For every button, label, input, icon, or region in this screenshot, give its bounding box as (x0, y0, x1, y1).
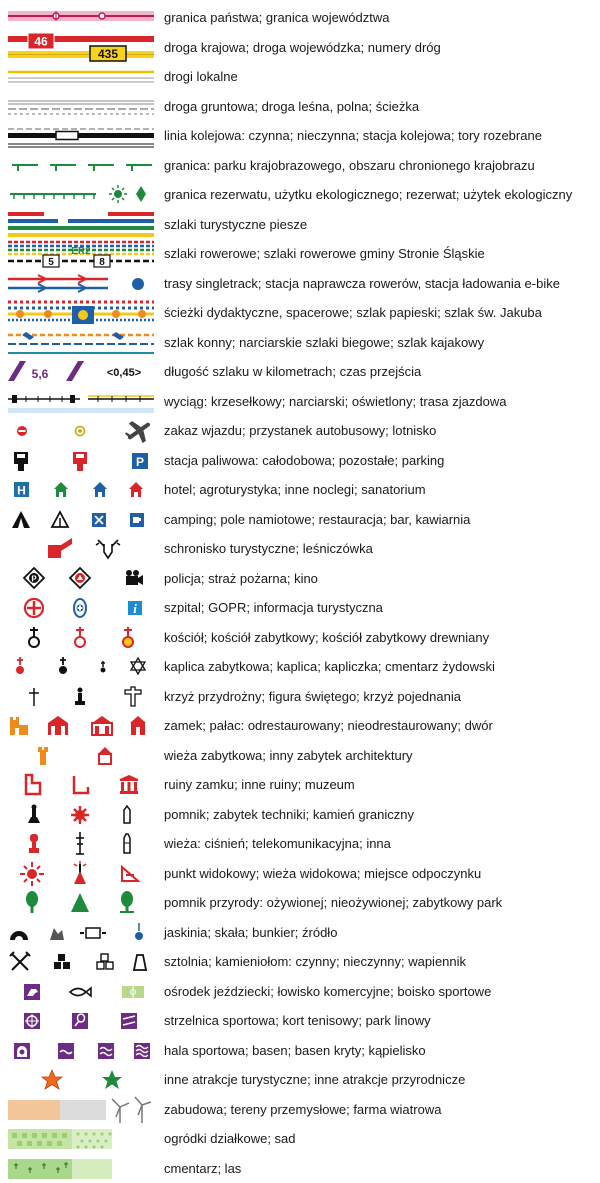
telecom-tower-icon (76, 832, 84, 854)
castle-ruins-icon (26, 775, 40, 794)
ruins-museum-icons (8, 770, 154, 800)
viewpoint-icon (20, 862, 44, 886)
fuel-station-icon (73, 452, 87, 471)
palace-unrestored-icon (92, 716, 112, 735)
technical-monument-icon (71, 806, 89, 824)
boundary-stone-icon (124, 806, 130, 823)
length-time-symbol (8, 357, 154, 387)
monument-icons (8, 800, 154, 830)
sports-field-icon (122, 986, 144, 998)
rock-monument-icon (71, 893, 89, 912)
bathing-area-icon (134, 1043, 150, 1059)
legend-row-camping-food (0, 505, 600, 535)
legend-label: ogródki działkowe; sad (164, 1131, 296, 1146)
legend-row-historic-tower (0, 741, 600, 771)
palace-restored-icon (48, 716, 68, 735)
legend-label: jaskinia; skała; bunkier; źródło (164, 924, 338, 940)
agrotourism-icon (54, 482, 68, 497)
trail-time-sample: <0,45> (106, 367, 142, 379)
wayside-cross-icon (29, 688, 39, 706)
legend-row-ruins-museum (0, 770, 600, 800)
legend-label: ścieżki dydaktyczne, spacerowe; szlak papieski; szlak św. Jakuba (164, 305, 542, 320)
cafe-icon (130, 513, 144, 527)
attraction-icons (8, 1065, 154, 1095)
legend-label: zabudowa; tereny przemysłowe; farma wiatrowa (164, 1101, 442, 1117)
architectural-monument-icon (98, 747, 112, 764)
other-lodging-icon (93, 482, 107, 497)
legend-row-educational-paths (0, 298, 600, 328)
nature-monument-icons (8, 888, 154, 918)
active-quarry-icon (54, 954, 70, 969)
legend-row-attractions (0, 1065, 600, 1095)
educational-path-symbol (8, 298, 154, 328)
legend-row-mines-quarries (0, 947, 600, 977)
legend-row-railway (0, 121, 600, 151)
chapel-icon (59, 657, 67, 674)
legend-row-riding-fishing-pitch (0, 977, 600, 1007)
wind-turbine-icon (112, 1097, 151, 1123)
legend-row-shelter-forester (0, 534, 600, 564)
historic-tower-icon (38, 747, 48, 765)
castle-palace-icons (8, 711, 154, 741)
fuel-parking-icons (8, 446, 154, 476)
hiking-trail-symbol (8, 210, 154, 240)
svg-text:P: P (31, 574, 37, 583)
manor-icon (130, 716, 146, 735)
reserve-symbol (8, 180, 154, 210)
legend-label: wyciąg: krzesełkowy; narciarski; oświetlony; trasa zjazdowa (164, 393, 507, 409)
border-line-symbol (8, 3, 154, 33)
mine-adit-icon (10, 952, 30, 970)
sanatorium-icon (129, 482, 143, 497)
legend-label: linia kolejowa: czynna; nieczynna; stacja kolejowa; tory rozebrane (164, 128, 542, 143)
horse-ski-kayak-symbol (8, 328, 154, 358)
legend-row-viewpoints (0, 859, 600, 889)
legend-row-borders (0, 3, 600, 33)
legend-row-shooting-tennis-rope (0, 1006, 600, 1036)
shooting-tennis-rope-icons (8, 1006, 154, 1036)
chapel-icons (8, 652, 154, 682)
tower-icons (8, 829, 154, 859)
hospital-icon (25, 599, 43, 617)
restaurant-icon (92, 513, 106, 527)
legend-row-singletrack (0, 269, 600, 299)
park-border-symbol (8, 151, 154, 181)
legend-label: ośrodek jeździecki; łowisko komercyjne; boisko sportowe (164, 983, 492, 999)
main-road-symbol (8, 33, 154, 63)
parking-icon (132, 453, 148, 469)
cave-icon (10, 931, 28, 940)
legend-label: szlaki turystyczne piesze (164, 216, 308, 232)
other-tower-icon (124, 834, 130, 853)
legend-row-length-time (0, 357, 600, 387)
legend-label: stacja paliwowa: całodobowa; pozostałe; parking (164, 452, 445, 468)
cave-rock-bunker-spring-icons (8, 918, 154, 948)
cinema-icon (126, 570, 143, 585)
legend-row-crosses (0, 682, 600, 712)
legend-row-castles-palaces (0, 711, 600, 741)
water-tower-icon (29, 834, 39, 853)
legend-label: strzelnica sportowa; kort tenisowy; park linowy (164, 1013, 431, 1028)
legend-label: krzyż przydrożny; figura świętego; krzyż pojednania (164, 688, 461, 704)
tree-monument-icon (26, 891, 38, 913)
cemetery-forest-symbol (8, 1154, 154, 1183)
observation-tower-icon (74, 861, 86, 884)
shooting-range-icon (24, 1013, 40, 1029)
shelter-forester-icons (8, 534, 154, 564)
legend-row-no-entry-bus-airport (0, 416, 600, 446)
sports-hall-pool-icons (8, 1036, 154, 1066)
legend-label: pomnik przyrody: ożywionej; nieożywionej; zabytkowy park (164, 895, 503, 910)
legend-label: pomnik; zabytek techniki; kamień graniczny (164, 806, 415, 822)
legend-row-police-fire-cinema (0, 564, 600, 594)
monument-icon (28, 804, 40, 823)
legend-label: droga krajowa; droga wojewódzka; numery dróg (164, 39, 441, 55)
legend-label: wieża: ciśnień; telekomunikacyjna; inna (164, 836, 391, 851)
riding-fishing-pitch-icons (8, 977, 154, 1007)
lift-symbol (8, 387, 154, 417)
legend-row-allotments-orchard (0, 1124, 600, 1154)
legend-row-nature-monuments (0, 888, 600, 918)
tourist-info-icon (128, 601, 142, 616)
no-entry-icon (17, 426, 27, 436)
historic-tower-icons (8, 741, 154, 771)
bike-trail-symbol (8, 239, 154, 269)
route-code-er2: ER2 (71, 246, 91, 257)
nature-attraction-icon (102, 1070, 122, 1089)
viewpoint-icons (8, 859, 154, 889)
legend-label: kaplica zabytkowa; kaplica; kapliczka; cmentarz żydowski (164, 659, 495, 674)
camping-food-icons (8, 505, 154, 535)
accommodation-icons (8, 475, 154, 505)
mine-quarry-icons (8, 947, 154, 977)
lime-kiln-icon (134, 955, 146, 970)
legend-row-horse-ski-kayak (0, 328, 600, 358)
police-fire-cinema-icons (8, 564, 154, 594)
road-number-regional: 435 (97, 46, 119, 61)
legend-row-hiking-trails (0, 210, 600, 240)
legend-row-main-roads (0, 33, 600, 63)
built-up-area-symbol (8, 1095, 154, 1125)
railway-symbol (8, 121, 154, 151)
legend-row-monuments (0, 800, 600, 830)
bunker-icon (80, 928, 106, 938)
legend-row-lifts (0, 387, 600, 417)
legend-label: trasy singletrack; stacja naprawcza rowerów, stacja ładowania e-bike (164, 275, 560, 291)
legend-label: szlak konny; narciarskie szlaki biegowe; szlak kajakowy (164, 334, 485, 350)
hotel-icon (14, 482, 29, 498)
legend-row-towers (0, 829, 600, 859)
route-code-5: 5 (48, 257, 54, 268)
legend-row-bike-trails (0, 239, 600, 269)
legend-row-caves (0, 918, 600, 948)
wooden-church-icon (123, 627, 133, 647)
castle-icon (10, 717, 28, 735)
legend-label: sztolnia; kamieniołom: czynny; nieczynny; wapiennik (164, 954, 467, 969)
swimming-pool-icon (58, 1043, 74, 1059)
legend-label: szpital; GOPR; informacja turystyczna (164, 600, 383, 615)
other-ruins-icon (74, 776, 88, 793)
route-code-8: 8 (99, 257, 105, 268)
legend-label: wieża zabytkowa; inny zabytek architektury (164, 747, 413, 763)
legend-label: kościół; kościół zabytkowy; kościół zabytkowy drewniany (164, 629, 490, 645)
hospital-gopr-info-icons (8, 593, 154, 623)
historic-park-icon (120, 891, 134, 913)
local-road-symbol (8, 62, 154, 92)
legend-label: zamek; pałac: odrestaurowany; nieodrestaurowany; dwór (164, 718, 493, 733)
police-icon (24, 568, 44, 588)
legend-label: camping; pole namiotowe; restauracja; bar, kawiarnia (164, 511, 471, 527)
trail-length-sample: 5,6 (31, 367, 49, 381)
legend-label: długość szlaku w kilometrach; czas przejścia (164, 364, 422, 379)
legend-label: szlaki rowerowe; szlaki rowerowe gminy Stronie Śląskie (164, 246, 485, 261)
wayside-shrine-icon (101, 661, 106, 673)
road-number-national: 46 (34, 34, 48, 48)
legend-row-churches (0, 623, 600, 653)
legend-label: inne atrakcje turystyczne; inne atrakcje przyrodnicze (164, 1072, 466, 1087)
indoor-pool-icon (98, 1043, 114, 1059)
church-icons (8, 623, 154, 653)
bus-stop-icon (76, 427, 85, 436)
legend-row-hospital-gopr-info (0, 593, 600, 623)
sports-hall-icon (14, 1043, 30, 1059)
airport-icon (121, 416, 154, 446)
map-legend (0, 3, 600, 1183)
equestrian-center-icon (24, 984, 40, 1000)
museum-icon (120, 775, 138, 794)
tourist-attraction-icon (42, 1070, 62, 1089)
legend-label: punkt widokowy; wieża widokowa; miejsce odpoczynku (164, 865, 482, 881)
saint-figure-icon (75, 687, 85, 705)
legend-row-local-roads (0, 62, 600, 92)
legend-label: granica: parku krajobrazowego, obszaru chronionego krajobrazu (164, 157, 535, 173)
rest-area-icon (122, 867, 138, 881)
historic-chapel-icon (16, 657, 24, 674)
legend-row-accommodation (0, 475, 600, 505)
spring-icon (135, 923, 143, 940)
camping-icon (12, 511, 30, 528)
jewish-cemetery-icon (131, 658, 145, 674)
mountain-hut-icon (48, 538, 72, 558)
gopr-icon (74, 599, 86, 617)
legend-row-reserve (0, 180, 600, 210)
legend-label: droga gruntowa; droga leśna, polna; ścieżka (164, 98, 420, 114)
svg-text:P: P (135, 454, 145, 469)
commercial-fishery-icon (70, 988, 91, 996)
legend-label: granica rezerwatu, użytku ekologicznego; rezerwat; użytek ekologiczny (164, 187, 573, 202)
rope-park-icon (121, 1013, 137, 1029)
svg-text:H: H (17, 483, 26, 498)
legend-label: schronisko turystyczne; leśniczówka (164, 541, 373, 556)
legend-label: hala sportowa; basen; basen kryty; kąpielisko (164, 1042, 426, 1058)
cross-icons (8, 682, 154, 712)
legend-label: zakaz wjazdu; przystanek autobusowy; lotnisko (164, 423, 437, 438)
dirt-road-symbol (8, 92, 154, 122)
historic-church-icon (75, 627, 85, 647)
church-icon (29, 627, 39, 647)
singletrack-symbol (8, 269, 154, 299)
rock-icon (50, 928, 64, 940)
fire-station-icon (70, 568, 90, 588)
legend-row-chapels (0, 652, 600, 682)
legend-row-built-up (0, 1095, 600, 1125)
inactive-quarry-icon (97, 954, 113, 969)
legend-row-sports-hall-pools (0, 1036, 600, 1066)
svg-text:i: i (133, 601, 137, 616)
tennis-court-icon (72, 1013, 88, 1029)
legend-label: policja; straż pożarna; kino (164, 570, 318, 586)
fuel-station-24h-icon (14, 452, 28, 471)
legend-row-cemetery-forest (0, 1154, 600, 1183)
reconciliation-cross-icon (125, 687, 141, 706)
allotment-orchard-symbol (8, 1124, 154, 1154)
legend-label: cmentarz; las (164, 1160, 242, 1176)
legend-label: ruiny zamku; inne ruiny; muzeum (164, 777, 355, 792)
legend-row-park-border (0, 151, 600, 181)
legend-row-dirt-roads (0, 92, 600, 122)
legend-row-fuel-parking (0, 446, 600, 476)
legend-label: drogi lokalne (164, 69, 238, 84)
transport-icons (8, 416, 154, 446)
forester-lodge-icon (96, 540, 120, 558)
legend-label: hotel; agroturystyka; inne noclegi; sanatorium (164, 482, 426, 497)
tent-field-icon (52, 512, 68, 527)
legend-label: granica państwa; granica województwa (164, 10, 390, 25)
